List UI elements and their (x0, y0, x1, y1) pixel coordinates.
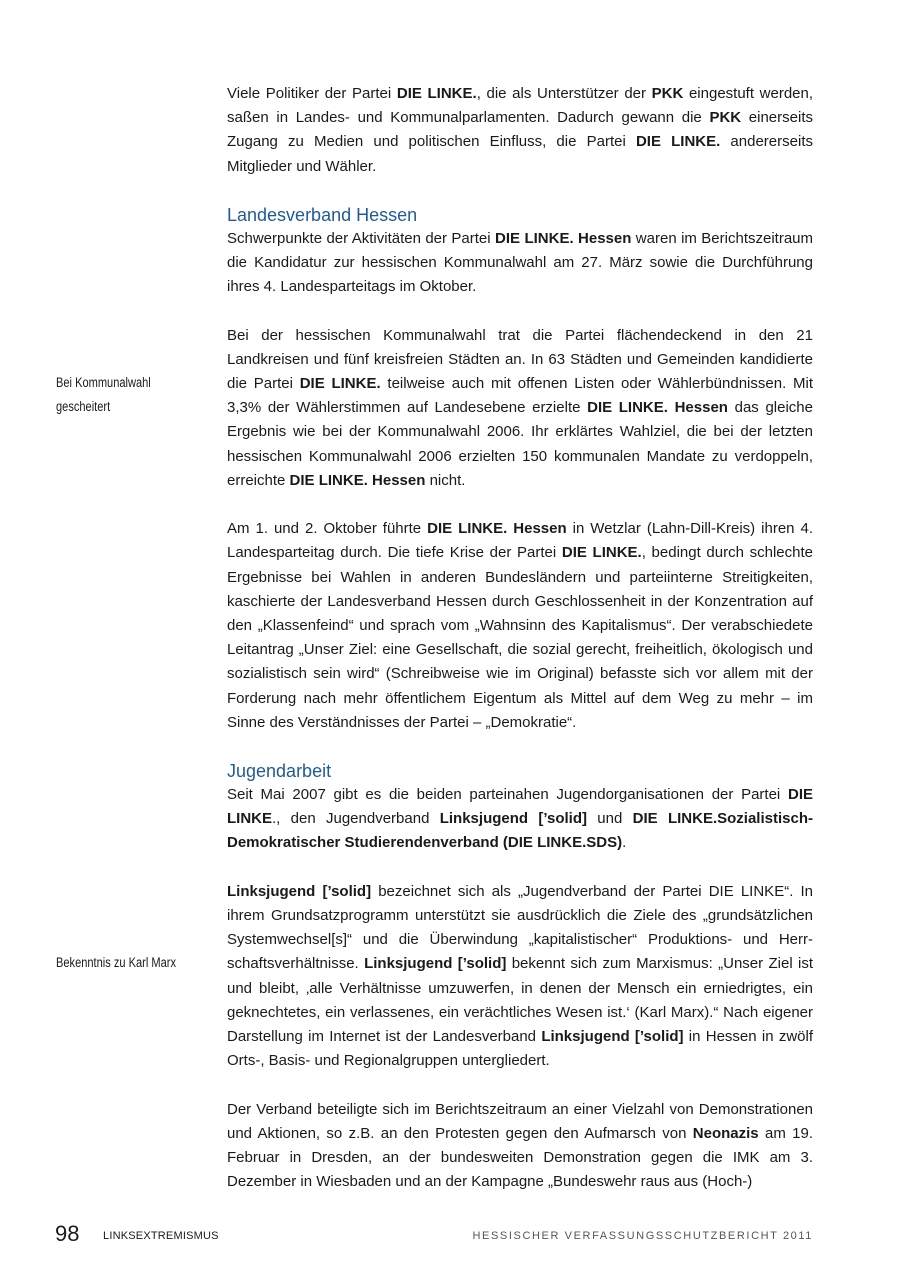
bold-term: Neonazis (692, 1124, 759, 1142)
bold-term: Linksjugend [’solid] (439, 810, 587, 828)
margin-note-line: Bei Kommunalwahl (56, 375, 151, 390)
bold-term: Linksjugend [’solid] (227, 882, 372, 900)
paragraph: Linksjugend [’solid] bezeichnet sich als „Jugendverband der Partei DIE LINKE“. In ihrem Grundsatzprogramm unterstützt sie ausdrücklich die Ziele des „grundsätzlichen Systemwechsel[s]“ und die Überwindung „kapitalistischer“ Produktions- und Herrschaftsverhältnisse. Linksjugend [’solid] bekennt sich zum Marxismus: „Unser Ziel ist und bleibt, ‚alle Verhältnisse umzuwerfen, in denen der Mensch ein erniedrigtes, ein geknechtetes, ein verlassenes, ein verächtliches Wesen ist.‘ (Karl Marx).“ Nach eigener Darstellung im Internet ist der Landesverband Linksjugend [’solid] in Hessen in zwölf Orts-, Basis- und Regionalgruppen untergliedert. (227, 882, 814, 1070)
margin-note-line: gescheitert (56, 399, 111, 414)
bold-term: DIE LINKE. Hessen (289, 471, 426, 489)
footer-section-label: LINKSEXTREMISMUS (103, 1230, 219, 1242)
footer-publication-title: HESSISCHER VERFASSUNGSSCHUTZBERICHT 2011 (472, 1230, 813, 1242)
bold-term: DIE LINKE.Sozialistisch-Demokratischer Studierendenverband (DIE LINKE.SDS) (227, 810, 813, 852)
bold-term: DIE LINKE (227, 786, 813, 828)
page-number: 98 (55, 1221, 80, 1246)
bold-term: Linksjugend [’solid] (541, 1028, 684, 1046)
bold-term: DIE LINKE. (299, 375, 381, 393)
paragraph: Bei der hessischen Kommunalwahl trat die Partei flächendeckend in den 21 Landkreisen und fünf kreisfreien Städten an. In 63 Städten und Gemeinden kandidierte die Partei DIE LINKE. teilweise auch mit offenen Listen oder Wählerbündnissen. Mit 3,3% der Wählerstimmen auf Landesebene erzielte DIE LINKE. Hessen das gleiche Ergebnis wie bei der Kommunalwahl 2006. Ihr erklärtes Wahlziel, die bei der letzten hessischen Kommunalwahl 2006 erzielten 150 kommunalen Mandate zu verdoppeln, erreichte DIE LINKE. Hessen nicht. (227, 326, 813, 489)
bold-term: DIE LINKE. Hessen (495, 229, 632, 247)
main-text-column (227, 82, 813, 1194)
bold-term: Linksjugend [’solid] (364, 955, 507, 973)
bold-term: DIE LINKE. (396, 85, 477, 102)
bold-term: DIE LINKE. (561, 544, 642, 562)
margin-note-line: Bekenntnis zu Karl Marx (56, 955, 176, 970)
section-heading-landesverband-hessen: Landesverband Hessen (227, 204, 418, 225)
section-heading-jugendarbeit: Jugendarbeit (227, 761, 332, 782)
margin-note-karl-marx (56, 951, 176, 975)
paragraph: Schwerpunkte der Aktivitäten der Partei DIE LINKE. Hessen waren im Berichtszeitraum die Kandidatur zur hessischen Kommunalwahl am 27. März sowie die Durchführung ihres 4. Landesparteitags im Oktober. (227, 229, 814, 296)
paragraph: Der Verband beteiligte sich im Berichtszeitraum an einer Vielzahl von Demonstrationen und Aktionen, so z.B. an den Protesten gegen den Aufmarsch von Neonazis am 19. Februar in Dresden, an der bundesweiten Demonstration gegen die IMK am 3. Dezember in Wiesbaden und an der Kampagne „Bundeswehr raus aus (Hoch-) (227, 1100, 813, 1191)
bold-term: PKK (651, 85, 684, 102)
paragraph: Viele Politiker der Partei DIE LINKE., die als Unterstützer der PKK eingestuft werden, saßen in Landes- und Kommunalparlamenten. Dadurch gewann die PKK einerseits Zugang zu Medien und politischen Einfluss, die Partei DIE LINKE. andererseits Mitglieder und Wähler. (227, 85, 814, 175)
bold-term: DIE LINKE. Hessen (587, 399, 728, 417)
bold-term: DIE LINKE. Hessen (427, 520, 567, 538)
bold-term: DIE LINKE. (635, 133, 721, 151)
bold-term: PKK (709, 109, 742, 127)
paragraph: Am 1. und 2. Oktober führte DIE LINKE. Hessen in Wetzlar (Lahn-Dill-Kreis) ihren 4. Landesparteitag durch. Die tiefe Krise der Partei DIE LINKE., bedingt durch schlechte Ergebnisse bei Wahlen in anderen Bundesländern und parteiinterne Streitigkeiten, kaschierte der Landesverband Hessen durch Geschlossenheit in der Konzentration auf den „Klassenfeind“ und sprach vom „Wahnsinn des Kapitalismus“. Der verabschiedete Leitantrag „Unser Ziel: eine Gesellschaft, die sozial gerecht, freiheitlich, ökologisch und sozialistisch sein wird“ (Schreibweise wie im Original) befasste sich vor allem mit der Forderung nach mehr öffentlichem Eigentum als Mittel auf dem Weg zu mehr – im Sinne des Verständnisses der Partei – „Demokratie“. (227, 520, 813, 731)
margin-note-kommunalwahl (56, 371, 151, 419)
paragraph: Seit Mai 2007 gibt es die beiden parteinahen Jugendorganisationen der Partei DIE LINKE., den Jugendverband Linksjugend [’solid] und DIE LINKE.Sozialistisch-Demokratischer Studierendenverband (DIE LINKE.SDS). (227, 786, 813, 852)
